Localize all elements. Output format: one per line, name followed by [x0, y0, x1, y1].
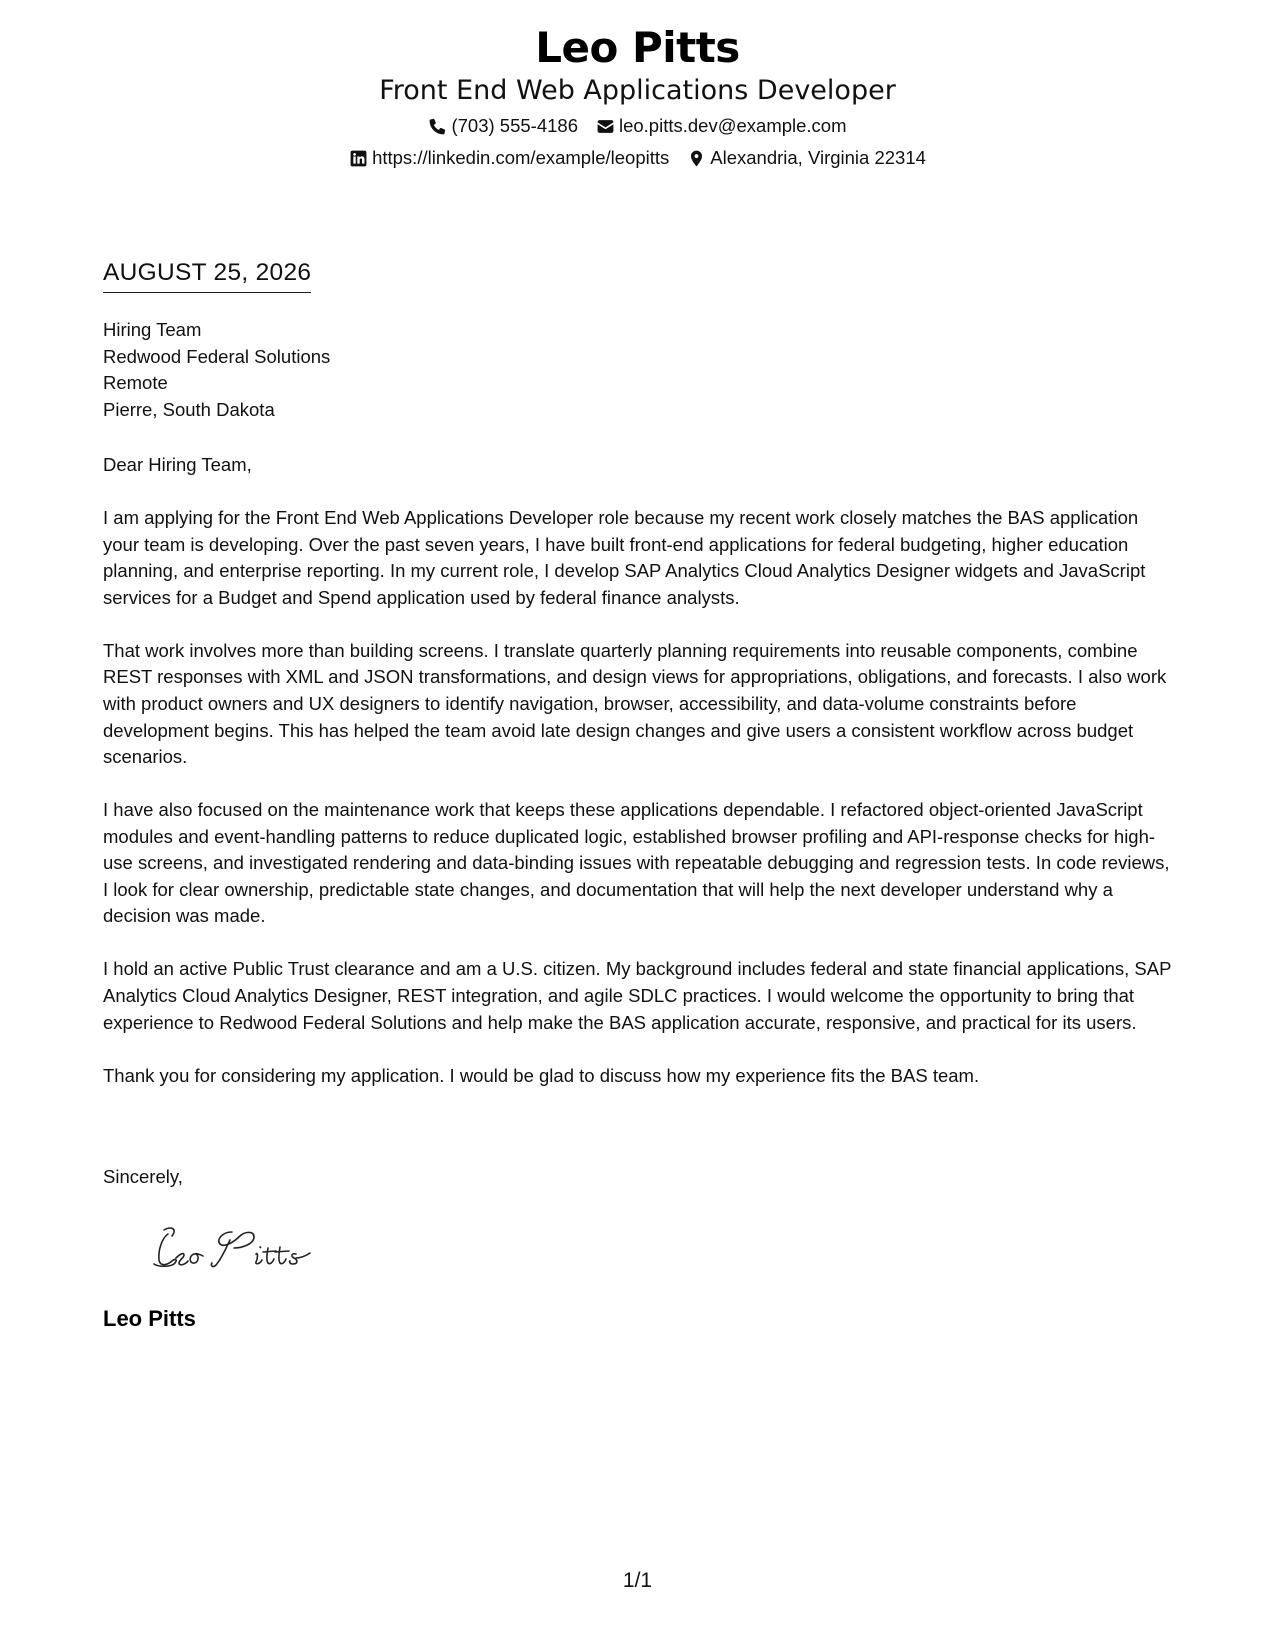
handwritten-signature — [150, 1220, 320, 1275]
closing-line: Sincerely, — [103, 1166, 183, 1187]
body-paragraph: I am applying for the Front End Web Applications Developer role because my recent work closely matches the BAS application your team is developing. Over the past seven years, I have built front-end applications for federal budgeting, higher education planning, and enterprise reporting. In my current role, I develop SAP Analytics Cloud Analytics Designer widgets and JavaScript services for a Budget and Spend application used by federal finance analysts. — [103, 506, 1146, 608]
page-number: 1/1 — [622, 1569, 653, 1592]
contact-linkedin — [349, 147, 669, 169]
map-pin-icon — [687, 149, 706, 168]
recipient-line: Remote — [103, 372, 168, 393]
linkedin-url[interactable]: https://linkedin.com/example/leopitts — [372, 147, 670, 168]
body-paragraph: Thank you for considering my application. I would be glad to discuss how my experience fits the BAS team. — [103, 1064, 980, 1086]
applicant-name: Leo Pitts — [535, 23, 740, 72]
phone-icon — [428, 117, 447, 136]
salutation: Dear Hiring Team, — [103, 454, 252, 475]
recipient-line: Pierre, South Dakota — [103, 398, 275, 420]
contact-phone — [428, 115, 578, 137]
body-paragraph: That work involves more than building screens. I translate quarterly planning requirements into reusable components, combine REST responses with XML and JSON transformations, and design views for appropriations, obligations, and forecasts. I also work with product owners and UX designers to identify navigation, browser, accessibility, and data-volume constraints before development begins. This has helped the team avoid late design changes and give users a consistent workflow across budget scenarios. — [103, 639, 1167, 768]
linkedin-icon — [349, 149, 368, 168]
applicant-headline: Front End Web Applications Developer — [379, 75, 896, 106]
contact-email — [596, 115, 847, 137]
recipient-company: Redwood Federal Solutions — [103, 345, 331, 367]
email-address[interactable]: leo.pitts.dev@example.com — [618, 115, 847, 136]
signer-name: Leo Pitts — [103, 1306, 196, 1331]
letter-header — [0, 22, 1275, 169]
phone-number: (703) 555-4186 — [451, 115, 578, 136]
contact-location — [687, 147, 926, 169]
recipient-line: Hiring Team — [103, 319, 202, 340]
body-paragraph: I hold an active Public Trust clearance and am a U.S. citizen. My background includes federal and state financial applications, SAP Analytics Cloud Analytics Designer, REST integration, and agile SDLC practices. I would welcome the opportunity to bring that experience to Redwood Federal Solutions and help make the BAS application accurate, responsive, and practical for its users. — [103, 958, 1172, 1033]
contact-row-primary — [0, 115, 1275, 137]
recipient-block — [103, 317, 330, 423]
contact-row-secondary — [0, 147, 1275, 169]
location-text: Alexandria, Virginia 22314 — [710, 147, 926, 168]
letter-body — [103, 452, 1178, 1116]
envelope-icon — [596, 117, 615, 136]
body-paragraph: I have also focused on the maintenance work that keeps these applications dependable. I refactored object-oriented JavaScript modules and event-handling patterns to reduce duplicated logic, established browser profiling and API-response checks for high-use screens, and investigated rendering and data-binding issues with repeatable debugging and regression tests. In code reviews, I look for clear ownership, predictable state changes, and documentation that will help the next developer understand why a decision was made. — [103, 799, 1170, 927]
letter-date: AUGUST 25, 2026 — [103, 258, 311, 293]
